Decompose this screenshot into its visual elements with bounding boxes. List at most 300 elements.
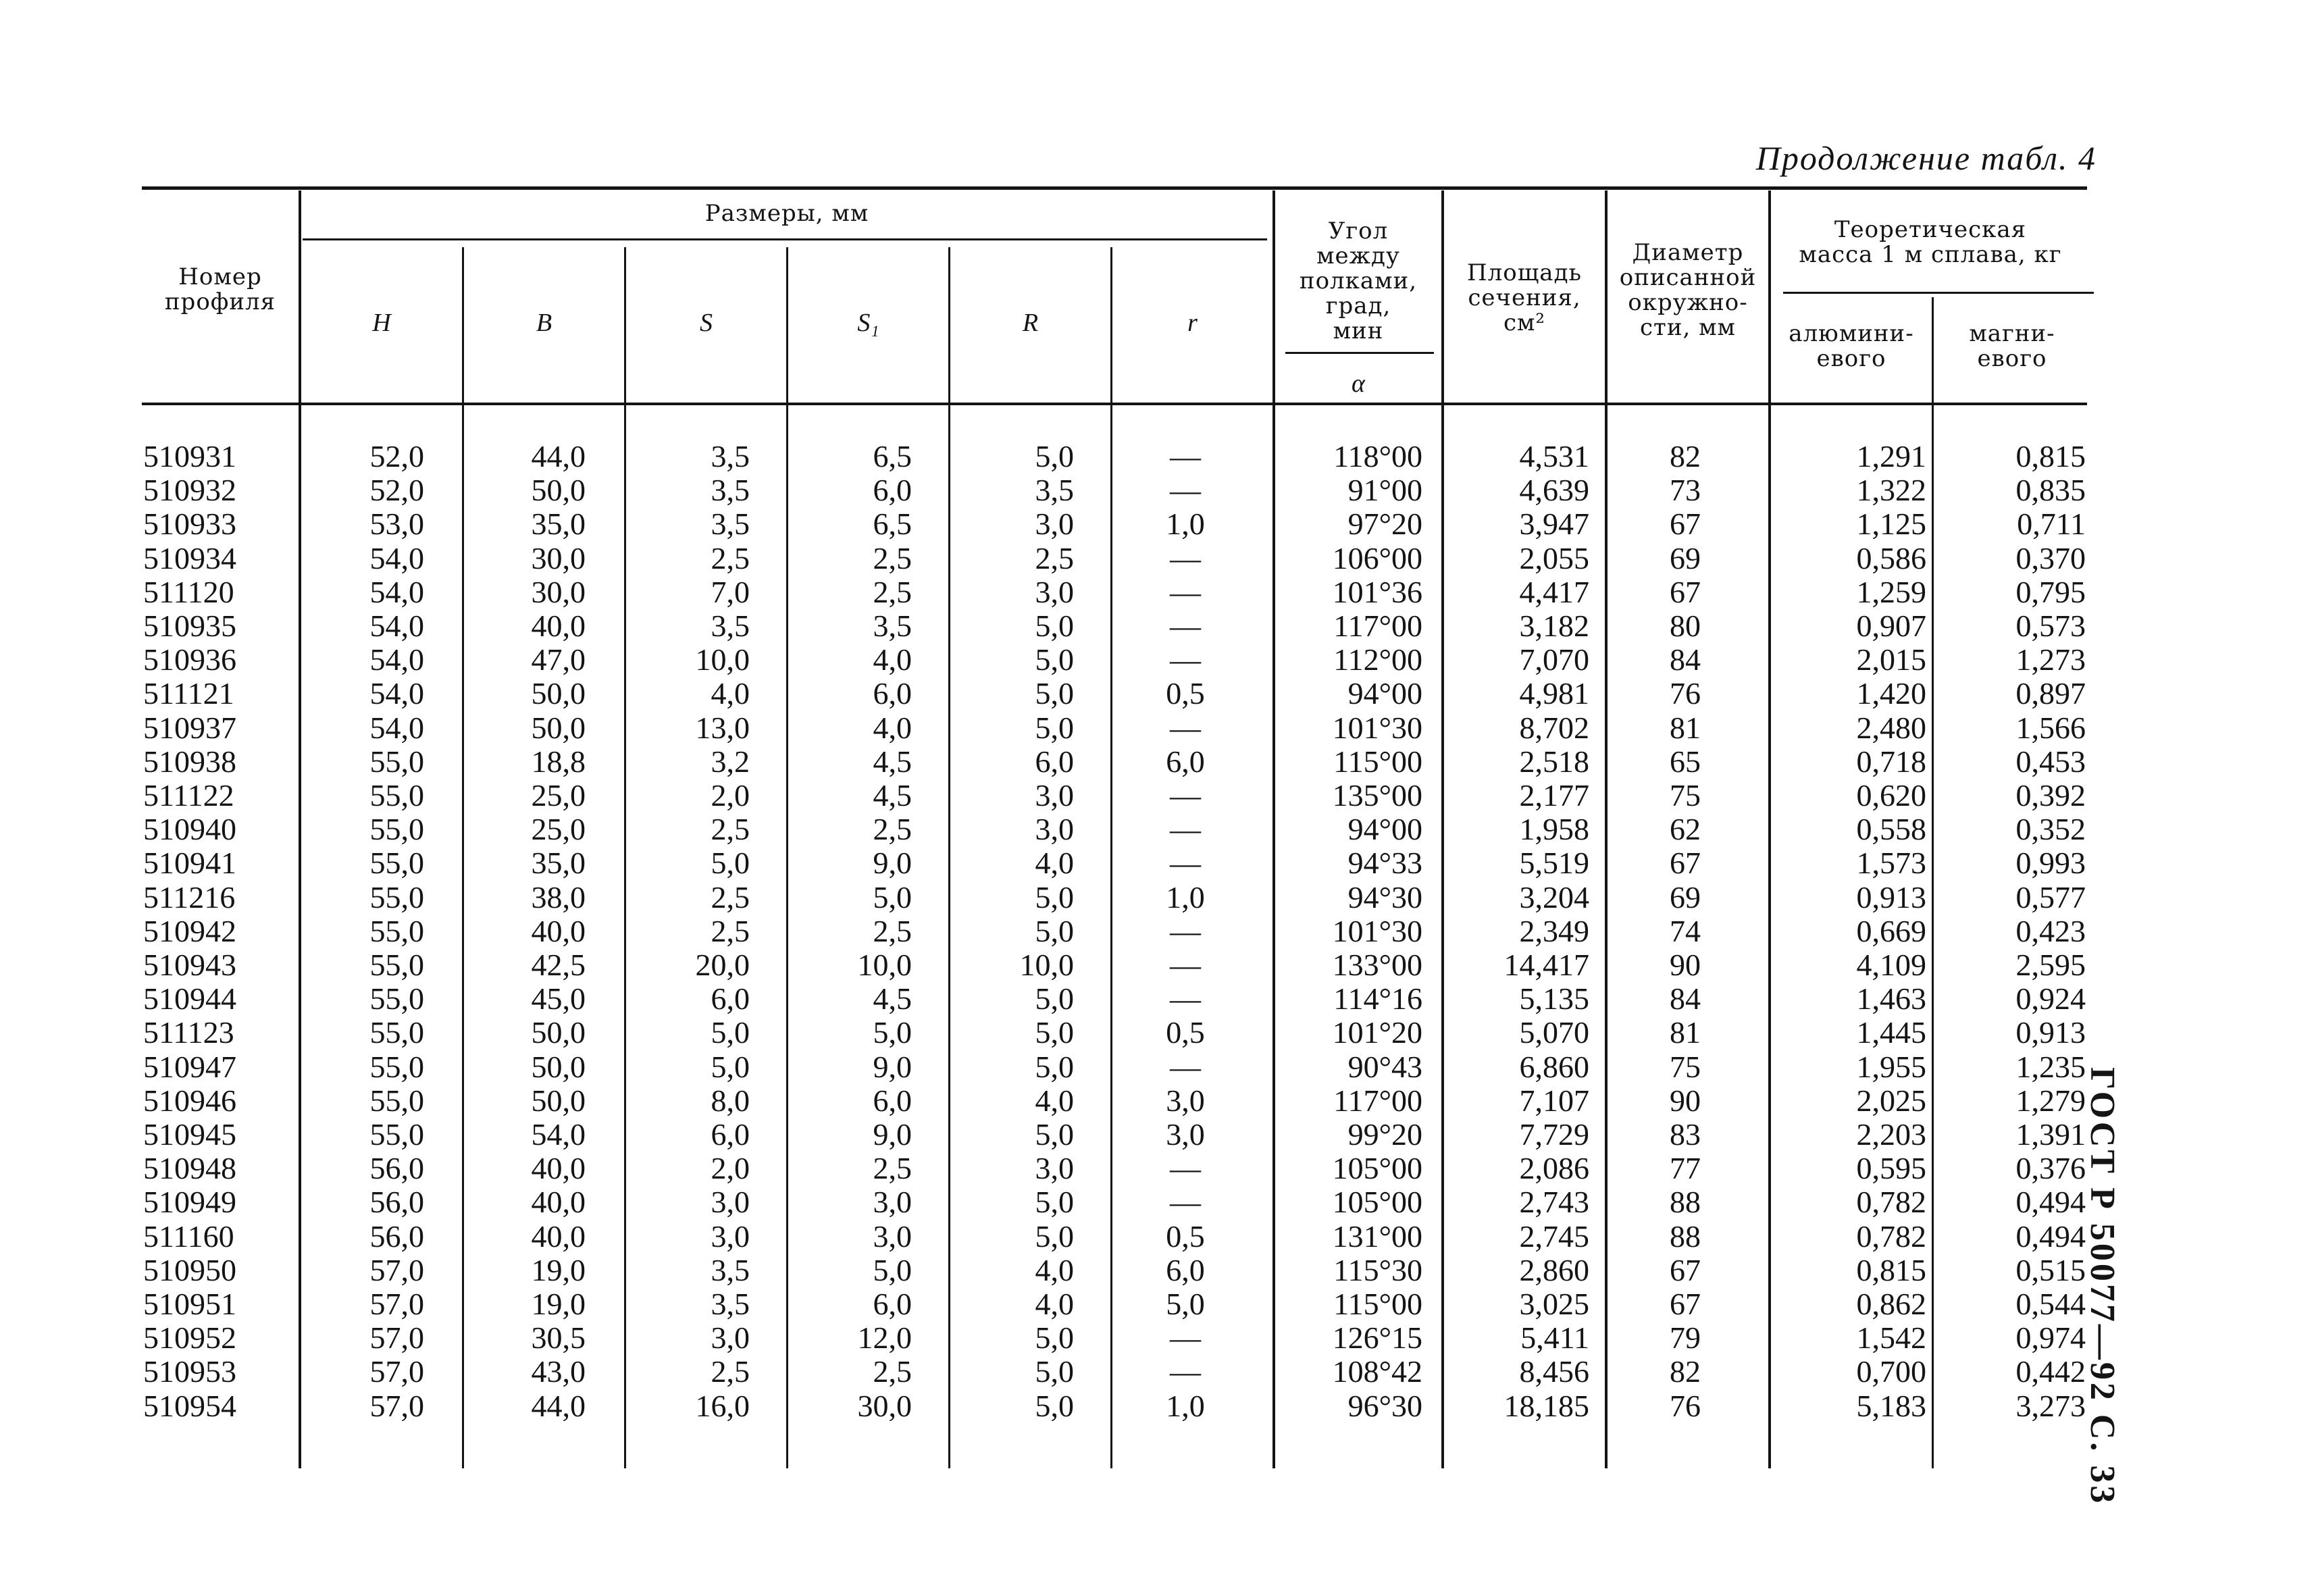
cell-profile-number: 510953 — [143, 1354, 236, 1389]
cell-H: 57,0 — [369, 1354, 424, 1389]
cell-S1: 6,0 — [873, 1083, 912, 1118]
cell-area: 4,639 — [1519, 473, 1589, 507]
cell-angle: 99°20 — [1347, 1117, 1422, 1152]
cell-magnesium: 0,974 — [2015, 1320, 2086, 1355]
cell-S: 3,0 — [711, 1219, 750, 1254]
cell-H: 55,0 — [369, 778, 424, 813]
cell-S1: 9,0 — [873, 1050, 912, 1084]
cell-diameter: 88 — [1670, 1219, 1701, 1254]
header-bottom-rule — [142, 403, 2087, 405]
cell-area: 4,981 — [1519, 676, 1589, 711]
cell-r: — — [1170, 642, 1201, 677]
cell-diameter: 81 — [1670, 1015, 1701, 1050]
cell-diameter: 82 — [1670, 1354, 1701, 1389]
header-angle-symbol: α — [1352, 369, 1365, 398]
cell-angle: 101°20 — [1332, 1015, 1422, 1050]
cell-diameter: 76 — [1670, 676, 1701, 711]
cell-aluminum: 1,259 — [1856, 575, 1926, 609]
cell-diameter: 67 — [1670, 1253, 1701, 1287]
cell-angle: 106°00 — [1332, 541, 1422, 575]
cell-diameter: 77 — [1670, 1151, 1701, 1185]
cell-H: 52,0 — [369, 473, 424, 507]
cell-aluminum: 0,782 — [1856, 1185, 1926, 1219]
cell-angle: 94°33 — [1347, 846, 1422, 880]
cell-r: — — [1170, 575, 1201, 609]
cell-S: 3,5 — [711, 473, 750, 507]
header-col-H: H — [372, 309, 391, 337]
cell-area: 6,860 — [1519, 1050, 1589, 1084]
cell-magnesium: 1,279 — [2015, 1083, 2086, 1118]
cell-r: 5,0 — [1166, 1287, 1205, 1321]
header-col-S1: S₁ — [857, 309, 879, 337]
cell-R: 5,0 — [1035, 880, 1074, 915]
cell-area: 1,958 — [1519, 812, 1589, 846]
cell-r: — — [1170, 981, 1201, 1016]
cell-S1: 4,5 — [873, 778, 912, 813]
cell-profile-number: 510934 — [143, 541, 236, 575]
cell-area: 4,417 — [1519, 575, 1589, 609]
cell-angle: 94°00 — [1347, 812, 1422, 846]
cell-S: 5,0 — [711, 846, 750, 880]
cell-r: 0,5 — [1166, 1219, 1205, 1254]
cell-H: 54,0 — [369, 711, 424, 745]
cell-S: 2,5 — [711, 1354, 750, 1389]
cell-S1: 3,0 — [873, 1219, 912, 1254]
cell-magnesium: 0,815 — [2015, 439, 2086, 473]
cell-magnesium: 0,423 — [2015, 914, 2086, 948]
cell-r: 1,0 — [1166, 507, 1205, 541]
cell-S1: 6,0 — [873, 676, 912, 711]
cell-S: 3,5 — [711, 609, 750, 643]
cell-aluminum: 5,183 — [1856, 1389, 1926, 1423]
cell-magnesium: 0,494 — [2015, 1219, 2086, 1254]
header-area: Площадь сечения, см² — [1466, 259, 1583, 336]
cell-area: 2,860 — [1519, 1253, 1589, 1287]
cell-aluminum: 4,109 — [1856, 948, 1926, 982]
cell-R: 10,0 — [1019, 948, 1074, 982]
header-mass-group: Теоретическая масса 1 м сплава, кг — [1799, 216, 2062, 268]
cell-area: 5,519 — [1519, 846, 1589, 880]
cell-r: — — [1170, 541, 1201, 575]
cell-profile-number: 510942 — [143, 914, 236, 948]
cell-area: 2,349 — [1519, 914, 1589, 948]
cell-H: 54,0 — [369, 642, 424, 677]
cell-area: 7,107 — [1519, 1083, 1589, 1118]
cell-B: 44,0 — [531, 439, 586, 473]
cell-S1: 2,5 — [873, 812, 912, 846]
cell-B: 18,8 — [531, 744, 586, 779]
header-diameter: Диаметр описанной окружно- сти, мм — [1619, 239, 1757, 341]
cell-H: 54,0 — [369, 575, 424, 609]
cell-S: 3,5 — [711, 1287, 750, 1321]
cell-angle: 101°36 — [1332, 575, 1422, 609]
cell-S: 2,5 — [711, 914, 750, 948]
column-divider — [1605, 190, 1608, 1468]
cell-aluminum: 1,445 — [1856, 1015, 1926, 1050]
cell-B: 25,0 — [531, 778, 586, 813]
cell-magnesium: 0,711 — [2017, 507, 2086, 541]
cell-r: — — [1170, 846, 1201, 880]
cell-R: 3,0 — [1035, 812, 1074, 846]
cell-r: 0,5 — [1166, 676, 1205, 711]
cell-magnesium: 2,595 — [2015, 948, 2086, 982]
cell-area: 3,182 — [1519, 609, 1589, 643]
cell-B: 44,0 — [531, 1389, 586, 1423]
cell-profile-number: 511121 — [143, 676, 234, 711]
cell-area: 2,177 — [1519, 778, 1589, 813]
cell-B: 40,0 — [531, 1151, 586, 1185]
cell-area: 5,135 — [1519, 981, 1589, 1016]
cell-H: 54,0 — [369, 609, 424, 643]
cell-S1: 2,5 — [873, 1354, 912, 1389]
cell-S: 7,0 — [711, 575, 750, 609]
cell-angle: 101°30 — [1332, 711, 1422, 745]
cell-B: 30,5 — [531, 1320, 586, 1355]
cell-diameter: 90 — [1670, 948, 1701, 982]
cell-R: 3,0 — [1035, 507, 1074, 541]
cell-magnesium: 3,273 — [2015, 1389, 2086, 1423]
header-col-r: r — [1187, 309, 1198, 337]
cell-H: 55,0 — [369, 948, 424, 982]
cell-B: 50,0 — [531, 676, 586, 711]
dimensions-group-rule — [303, 238, 1267, 240]
header-magnesium: магни- евого — [1969, 320, 2055, 372]
cell-angle: 118°00 — [1333, 439, 1422, 473]
cell-profile-number: 510948 — [143, 1151, 236, 1185]
cell-S1: 9,0 — [873, 1117, 912, 1152]
cell-angle: 117°00 — [1333, 1083, 1422, 1118]
cell-r: — — [1170, 1185, 1201, 1219]
cell-R: 5,0 — [1035, 711, 1074, 745]
cell-R: 4,0 — [1035, 1253, 1074, 1287]
cell-r: — — [1170, 812, 1201, 846]
cell-H: 57,0 — [369, 1253, 424, 1287]
cell-aluminum: 0,700 — [1856, 1354, 1926, 1389]
cell-H: 53,0 — [369, 507, 424, 541]
cell-S1: 4,0 — [873, 642, 912, 677]
cell-aluminum: 0,907 — [1856, 609, 1926, 643]
cell-angle: 126°15 — [1332, 1320, 1422, 1355]
cell-S1: 12,0 — [857, 1320, 912, 1355]
cell-area: 2,518 — [1519, 744, 1589, 779]
cell-R: 5,0 — [1035, 1320, 1074, 1355]
cell-r: — — [1170, 1151, 1201, 1185]
cell-magnesium: 0,392 — [2015, 778, 2086, 813]
cell-B: 40,0 — [531, 609, 586, 643]
cell-area: 2,745 — [1519, 1219, 1589, 1254]
cell-H: 55,0 — [369, 880, 424, 915]
cell-profile-number: 510949 — [143, 1185, 236, 1219]
cell-H: 57,0 — [369, 1320, 424, 1355]
cell-B: 40,0 — [531, 1185, 586, 1219]
cell-aluminum: 0,913 — [1856, 880, 1926, 915]
cell-magnesium: 0,913 — [2015, 1015, 2086, 1050]
cell-R: 5,0 — [1035, 1219, 1074, 1254]
cell-profile-number: 511216 — [143, 880, 236, 915]
cell-diameter: 76 — [1670, 1389, 1701, 1423]
cell-aluminum: 2,480 — [1856, 711, 1926, 745]
cell-H: 55,0 — [369, 1117, 424, 1152]
cell-profile-number: 510950 — [143, 1253, 236, 1287]
cell-S: 3,0 — [711, 1185, 750, 1219]
cell-S: 3,5 — [711, 1253, 750, 1287]
cell-aluminum: 0,718 — [1856, 744, 1926, 779]
cell-angle: 131°00 — [1332, 1219, 1422, 1254]
cell-B: 50,0 — [531, 1083, 586, 1118]
cell-diameter: 79 — [1670, 1320, 1701, 1355]
cell-H: 55,0 — [369, 744, 424, 779]
cell-angle: 115°00 — [1333, 744, 1422, 779]
cell-B: 35,0 — [531, 507, 586, 541]
cell-aluminum: 2,015 — [1856, 642, 1926, 677]
cell-angle: 105°00 — [1332, 1151, 1422, 1185]
cell-R: 5,0 — [1035, 609, 1074, 643]
cell-aluminum: 1,955 — [1856, 1050, 1926, 1084]
cell-S1: 6,0 — [873, 1287, 912, 1321]
cell-B: 50,0 — [531, 1015, 586, 1050]
cell-angle: 135°00 — [1332, 778, 1422, 813]
cell-B: 50,0 — [531, 711, 586, 745]
cell-R: 5,0 — [1035, 1117, 1074, 1152]
cell-area: 5,070 — [1519, 1015, 1589, 1050]
cell-angle: 115°00 — [1333, 1287, 1422, 1321]
cell-angle: 133°00 — [1332, 948, 1422, 982]
cell-angle: 114°16 — [1333, 981, 1422, 1016]
cell-aluminum: 1,291 — [1856, 439, 1926, 473]
cell-profile-number: 511122 — [143, 778, 234, 813]
cell-S1: 6,5 — [873, 507, 912, 541]
cell-aluminum: 1,420 — [1856, 676, 1926, 711]
cell-r: 6,0 — [1166, 744, 1205, 779]
cell-r: — — [1170, 473, 1201, 507]
cell-angle: 117°00 — [1333, 609, 1422, 643]
cell-r: — — [1170, 948, 1201, 982]
cell-profile-number: 511120 — [143, 575, 234, 609]
cell-r: — — [1170, 1050, 1201, 1084]
cell-S: 3,2 — [711, 744, 750, 779]
cell-R: 5,0 — [1035, 914, 1074, 948]
cell-profile-number: 510947 — [143, 1050, 236, 1084]
cell-B: 47,0 — [531, 642, 586, 677]
cell-S: 3,5 — [711, 507, 750, 541]
cell-diameter: 67 — [1670, 846, 1701, 880]
cell-H: 56,0 — [369, 1185, 424, 1219]
cell-angle: 97°20 — [1347, 507, 1422, 541]
header-col-B: B — [536, 309, 552, 337]
cell-S: 16,0 — [695, 1389, 750, 1423]
cell-S1: 2,5 — [873, 575, 912, 609]
cell-R: 4,0 — [1035, 1287, 1074, 1321]
cell-aluminum: 0,782 — [1856, 1219, 1926, 1254]
cell-profile-number: 510935 — [143, 609, 236, 643]
cell-H: 55,0 — [369, 812, 424, 846]
column-divider — [1110, 247, 1112, 1468]
cell-angle: 115°30 — [1333, 1253, 1422, 1287]
cell-S: 2,5 — [711, 880, 750, 915]
cell-diameter: 75 — [1670, 778, 1701, 813]
cell-profile-number: 510941 — [143, 846, 236, 880]
cell-diameter: 73 — [1670, 473, 1701, 507]
cell-R: 5,0 — [1035, 676, 1074, 711]
cell-R: 5,0 — [1035, 439, 1074, 473]
cell-profile-number: 510952 — [143, 1320, 236, 1355]
cell-aluminum: 1,463 — [1856, 981, 1926, 1016]
cell-magnesium: 0,544 — [2015, 1287, 2086, 1321]
cell-diameter: 75 — [1670, 1050, 1701, 1084]
cell-S1: 5,0 — [873, 880, 912, 915]
cell-B: 50,0 — [531, 473, 586, 507]
header-angle: Угол между полками, град, мин — [1299, 217, 1418, 344]
cell-area: 4,531 — [1519, 439, 1589, 473]
cell-magnesium: 0,494 — [2015, 1185, 2086, 1219]
cell-R: 6,0 — [1035, 744, 1074, 779]
cell-H: 52,0 — [369, 439, 424, 473]
cell-magnesium: 0,376 — [2015, 1151, 2086, 1185]
cell-area: 7,729 — [1519, 1117, 1589, 1152]
cell-R: 5,0 — [1035, 981, 1074, 1016]
cell-R: 5,0 — [1035, 1015, 1074, 1050]
cell-H: 57,0 — [369, 1287, 424, 1321]
cell-r: 1,0 — [1166, 1389, 1205, 1423]
cell-B: 50,0 — [531, 1050, 586, 1084]
cell-aluminum: 1,322 — [1856, 473, 1926, 507]
cell-magnesium: 0,795 — [2015, 575, 2086, 609]
cell-S1: 4,5 — [873, 981, 912, 1016]
cell-R: 3,0 — [1035, 575, 1074, 609]
cell-diameter: 69 — [1670, 541, 1701, 575]
cell-r: — — [1170, 914, 1201, 948]
cell-diameter: 90 — [1670, 1083, 1701, 1118]
cell-profile-number: 510931 — [143, 439, 236, 473]
cell-magnesium: 0,453 — [2015, 744, 2086, 779]
cell-profile-number: 510940 — [143, 812, 236, 846]
cell-B: 38,0 — [531, 880, 586, 915]
cell-angle: 94°00 — [1347, 676, 1422, 711]
cell-angle: 90°43 — [1347, 1050, 1422, 1084]
cell-S: 2,5 — [711, 812, 750, 846]
cell-S1: 10,0 — [857, 948, 912, 982]
cell-H: 55,0 — [369, 1050, 424, 1084]
cell-R: 5,0 — [1035, 1050, 1074, 1084]
angle-symbol-rule — [1285, 352, 1434, 354]
cell-profile-number: 510944 — [143, 981, 236, 1016]
cell-magnesium: 1,391 — [2015, 1117, 2086, 1152]
cell-S: 20,0 — [695, 948, 750, 982]
cell-magnesium: 0,897 — [2015, 676, 2086, 711]
cell-area: 14,417 — [1503, 948, 1589, 982]
cell-r: — — [1170, 711, 1201, 745]
cell-magnesium: 0,370 — [2015, 541, 2086, 575]
cell-B: 19,0 — [531, 1287, 586, 1321]
cell-profile-number: 510946 — [143, 1083, 236, 1118]
cell-area: 2,086 — [1519, 1151, 1589, 1185]
cell-aluminum: 2,203 — [1856, 1117, 1926, 1152]
cell-area: 3,025 — [1519, 1287, 1589, 1321]
cell-S1: 6,0 — [873, 473, 912, 507]
cell-S1: 2,5 — [873, 541, 912, 575]
cell-area: 3,204 — [1519, 880, 1589, 915]
cell-angle: 96°30 — [1347, 1389, 1422, 1423]
cell-angle: 112°00 — [1333, 642, 1422, 677]
cell-magnesium: 0,442 — [2015, 1354, 2086, 1389]
cell-area: 8,456 — [1519, 1354, 1589, 1389]
cell-diameter: 84 — [1670, 981, 1701, 1016]
cell-S: 4,0 — [711, 676, 750, 711]
cell-diameter: 69 — [1670, 880, 1701, 915]
cell-aluminum: 0,586 — [1856, 541, 1926, 575]
cell-R: 3,0 — [1035, 1151, 1074, 1185]
cell-S: 2,0 — [711, 1151, 750, 1185]
cell-profile-number: 511123 — [143, 1015, 234, 1050]
cell-angle: 108°42 — [1332, 1354, 1422, 1389]
cell-diameter: 84 — [1670, 642, 1701, 677]
cell-profile-number: 510938 — [143, 744, 236, 779]
cell-B: 43,0 — [531, 1354, 586, 1389]
cell-area: 3,947 — [1519, 507, 1589, 541]
cell-area: 7,070 — [1519, 642, 1589, 677]
cell-area: 5,411 — [1520, 1320, 1589, 1355]
cell-profile-number: 510945 — [143, 1117, 236, 1152]
header-aluminum: алюмини- евого — [1789, 320, 1914, 372]
cell-profile-number: 510954 — [143, 1389, 236, 1423]
cell-r: — — [1170, 1320, 1201, 1355]
cell-aluminum: 1,573 — [1856, 846, 1926, 880]
cell-diameter: 62 — [1670, 812, 1701, 846]
cell-H: 54,0 — [369, 676, 424, 711]
cell-B: 42,5 — [531, 948, 586, 982]
cell-S: 3,0 — [711, 1320, 750, 1355]
cell-diameter: 83 — [1670, 1117, 1701, 1152]
cell-r: 6,0 — [1166, 1253, 1205, 1287]
cell-B: 30,0 — [531, 575, 586, 609]
cell-S1: 2,5 — [873, 1151, 912, 1185]
header-profile-number: Номер профиля — [164, 263, 276, 315]
cell-H: 55,0 — [369, 981, 424, 1016]
cell-magnesium: 0,835 — [2015, 473, 2086, 507]
cell-R: 5,0 — [1035, 1389, 1074, 1423]
cell-profile-number: 510943 — [143, 948, 236, 982]
cell-B: 45,0 — [531, 981, 586, 1016]
cell-magnesium: 0,352 — [2015, 812, 2086, 846]
cell-diameter: 65 — [1670, 744, 1701, 779]
cell-profile-number: 510936 — [143, 642, 236, 677]
cell-S: 5,0 — [711, 1050, 750, 1084]
document-standard-label: ГОСТ Р 50077—92 С. 33 — [2083, 1067, 2122, 1506]
table-top-rule — [142, 186, 2087, 190]
cell-H: 56,0 — [369, 1151, 424, 1185]
cell-profile-number: 510933 — [143, 507, 236, 541]
cell-area: 18,185 — [1503, 1389, 1589, 1423]
cell-aluminum: 2,025 — [1856, 1083, 1926, 1118]
header-dimensions-group: Размеры, мм — [704, 200, 869, 227]
cell-B: 19,0 — [531, 1253, 586, 1287]
cell-aluminum: 0,595 — [1856, 1151, 1926, 1185]
cell-diameter: 80 — [1670, 609, 1701, 643]
cell-profile-number: 510932 — [143, 473, 236, 507]
cell-aluminum: 0,815 — [1856, 1253, 1926, 1287]
mass-group-rule — [1783, 292, 2094, 294]
cell-profile-number: 510937 — [143, 711, 236, 745]
cell-r: 0,5 — [1166, 1015, 1205, 1050]
cell-B: 40,0 — [531, 914, 586, 948]
cell-R: 4,0 — [1035, 1083, 1074, 1118]
header-col-S: S — [700, 309, 713, 337]
cell-magnesium: 0,573 — [2015, 609, 2086, 643]
cell-S1: 30,0 — [857, 1389, 912, 1423]
cell-diameter: 82 — [1670, 439, 1701, 473]
cell-angle: 91°00 — [1347, 473, 1422, 507]
cell-S: 8,0 — [711, 1083, 750, 1118]
